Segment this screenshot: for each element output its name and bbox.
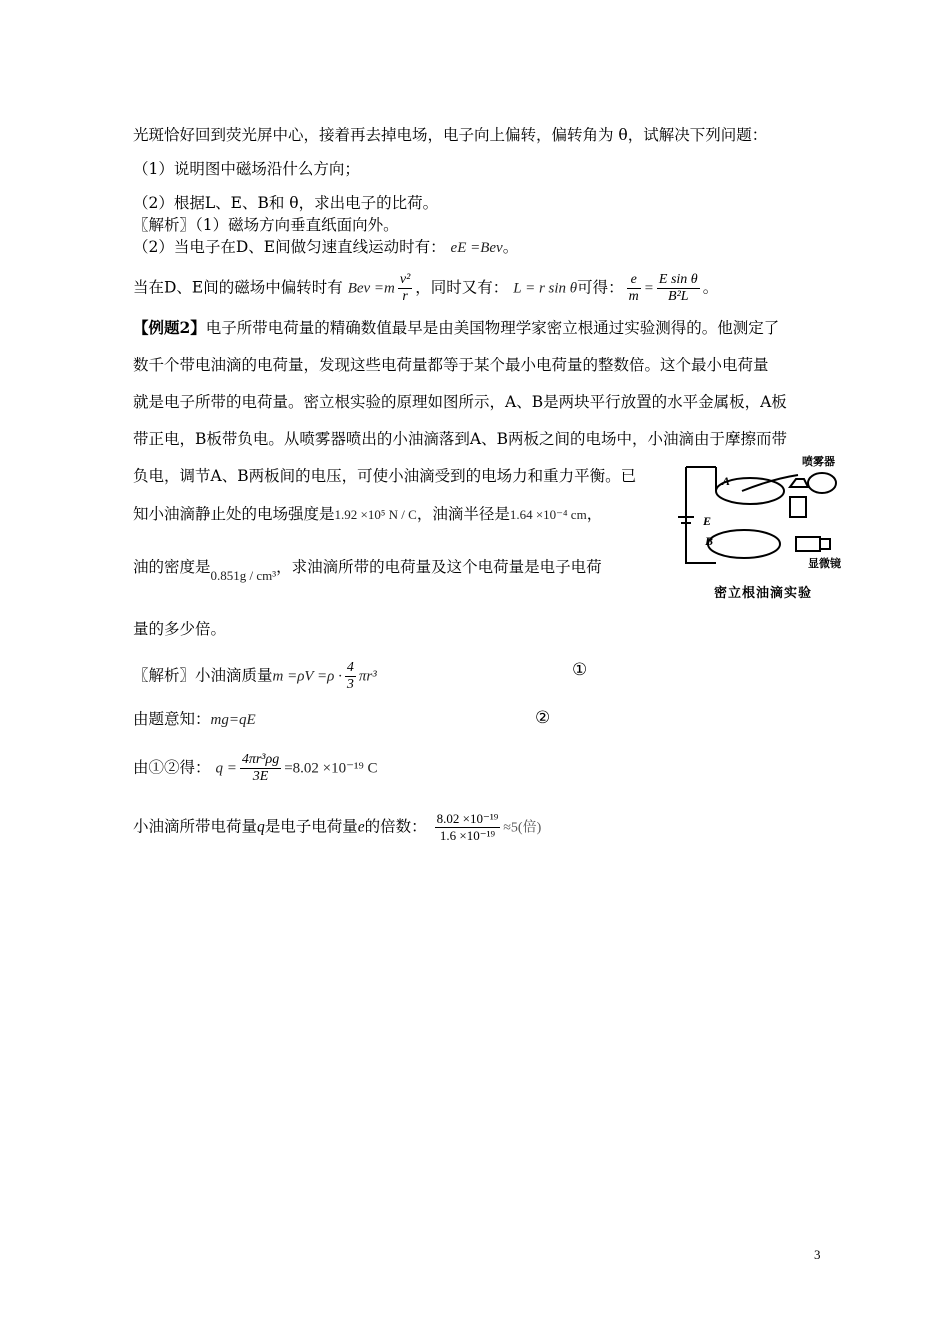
example-2-text-7a: 油的密度是 (133, 558, 211, 576)
sprayer-bulb (808, 473, 836, 493)
solution-3-eq-left: Bev =m (347, 280, 395, 297)
mass-fraction: $\frac{4}{3}$ (346, 660, 354, 692)
mass-equation-end: πr³ (358, 668, 377, 685)
solution-3-equals: = (643, 280, 654, 297)
example-2-line-4: 带正电，B板带负电。从喷雾器喷出的小油滴落到A、B两板之间的电场中，小油滴由于摩擦而带 (133, 430, 787, 448)
solution-3 (133, 272, 718, 305)
solution-1-text: 〖解析〗小油滴质量 (133, 666, 273, 685)
solution-2-text: 由题意知： (133, 710, 211, 728)
solution-3-text: 由①②得： (133, 758, 211, 777)
microscope-eyepiece (820, 539, 830, 549)
solution-4-e: e (357, 818, 365, 836)
solution-4-text-b: 是电子电荷量 (264, 817, 358, 836)
solution-2-equation: eE =Bev (450, 240, 503, 256)
example-2-text-6a: 知小油滴静止处的电场强度是 (133, 505, 335, 523)
solution-line-2 (133, 708, 256, 731)
question-1: （1）说明图中磁场沿什么方向； (133, 160, 360, 178)
circuit-wire-left (686, 467, 716, 563)
solution-2-end: 。 (502, 238, 519, 256)
solution-line-1 (133, 660, 377, 693)
plate-b (708, 530, 780, 558)
solution-line-4 (133, 811, 541, 844)
page-number: 3 (814, 1247, 821, 1262)
charge-fraction: $\frac{\text{4πr³ρg}}{3E}$ (241, 752, 280, 784)
millikan-apparatus-diagram (672, 453, 862, 603)
solution-3-fraction-em: $\frac{e}{m}$ (628, 272, 639, 304)
label-microscope: 显微镜 (808, 557, 841, 570)
example-2-tag: 【例题2】 (133, 318, 206, 337)
ratio-fraction: $\frac{\text{8.02 ×10⁻¹⁹}}{\text{1.6 ×10⁻¹⁹}}$ (436, 811, 499, 843)
density-value: 0.851g / cm³ (210, 568, 277, 583)
figure-caption: 密立根油滴实验 (714, 586, 813, 601)
sprayer-base (790, 497, 806, 517)
charge-result: =8.02 ×10⁻¹⁹ C (284, 760, 378, 777)
radius-value: 1.64 ×10⁻⁴ cm (509, 507, 587, 522)
label-sprayer: 喷雾器 (802, 455, 835, 468)
charge-q: q = (215, 760, 237, 777)
solution-3-text-c: 可得： (577, 278, 624, 297)
solution-2 (133, 236, 518, 259)
label-a: A (722, 474, 731, 488)
solution-3-end: 。 (702, 278, 719, 297)
field-strength-value: 1.92 ×10⁵ N / C (334, 507, 417, 522)
solution-3-text-b: ，同时又有： (415, 278, 509, 297)
example-2-line-2: 数千个带电油滴的电荷量，发现这些电荷量都等于某个最小电荷量的整数倍。这个最小电荷量 (133, 356, 769, 374)
solution-4-text-c: 的倍数： (364, 817, 427, 836)
solution-3-eq-2: L = r sin θ (513, 280, 578, 297)
example-2-line-8: 量的多少倍。 (133, 620, 227, 638)
solution-4-text-a: 小油滴所带电荷量 (133, 817, 258, 836)
example-2-line-1 (133, 317, 779, 339)
equation-marker-1: ① (572, 660, 588, 680)
solution-1: 〖解析〗（1）磁场方向垂直纸面向外。 (133, 216, 399, 234)
question-2: （2）根据L、E、B和 θ，求出电子的比荷。 (133, 194, 439, 212)
example-2-text-1: 电子所带电荷量的精确数值最早是由美国物理学家密立根通过实验测得的。他测定了 (205, 319, 780, 337)
example-2-text-6b: ，油滴半径是 (416, 505, 510, 523)
ratio-result: ≈5(倍) (503, 820, 542, 836)
example-2-text-6c: ， (586, 505, 603, 523)
sprayer-body (790, 479, 808, 487)
example-2-line-3: 就是电子所带的电荷量。密立根实验的原理如图所示，A、B是两块平行放置的水平金属板，A板 (133, 393, 787, 411)
equation-marker-2: ② (535, 708, 551, 728)
example-2-line-5: 负电，调节A、B两板间的电压，可使小油滴受到的电场力和重力平衡。已 (133, 467, 637, 485)
example-2-line-7 (133, 556, 602, 587)
solution-3-fraction-result: $\frac{\text{E sin θ}}{\text{B²L}}$ (658, 272, 698, 304)
mass-equation: m =ρV =ρ · (272, 668, 342, 685)
solution-3-text-a: 当在D、E间的磁场中偏转时有 (133, 278, 343, 297)
balance-equation: mg=qE (210, 712, 256, 728)
intro-line-1: 光斑恰好回到荧光屏中心，接着再去掉电场，电子向上偏转，偏转角为 θ，试解决下列问题： (133, 126, 768, 144)
solution-4-q: q (257, 818, 265, 836)
label-e: E (703, 514, 712, 528)
microscope-body (796, 537, 820, 551)
example-2-line-6 (133, 503, 602, 526)
solution-line-3 (133, 752, 378, 785)
example-2-text-7b: ，求油滴所带的电荷量及这个电荷量是电子电荷 (276, 558, 602, 576)
label-b: B (705, 534, 714, 548)
solution-2-text: （2）当电子在D、E间做匀速直线运动时有： (133, 238, 446, 256)
solution-3-fraction: $\frac{\text{v²}}{r}$ (399, 272, 411, 304)
